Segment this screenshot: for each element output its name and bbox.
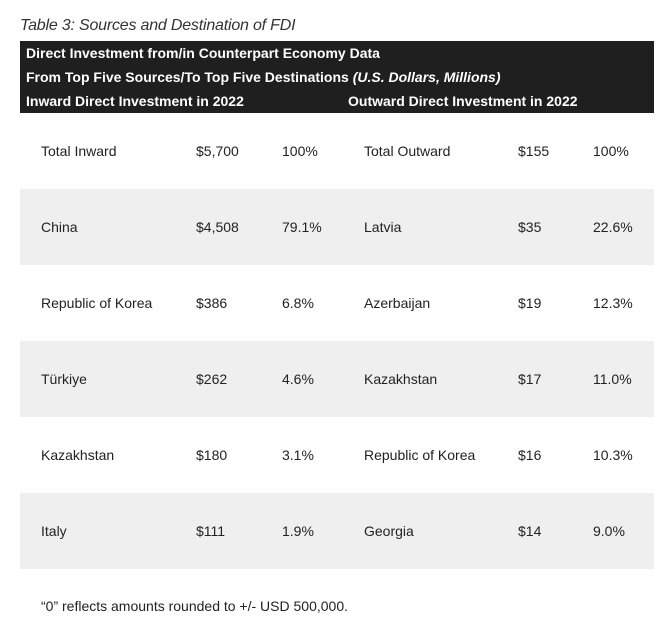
outward-value: $19 [518,295,542,311]
table-row [20,493,654,569]
inward-share: 6.8% [282,295,314,311]
outward-economy: Georgia [364,523,414,539]
table-row [20,341,654,417]
inward-economy: Republic of Korea [41,295,153,311]
outward-share: 11.0% [593,371,632,387]
inward-value: $5,700 [196,143,239,159]
outward-economy: Total Outward [364,143,451,159]
outward-value: $16 [518,447,542,463]
outward-column-title: Outward Direct Investment in 2022 [348,93,578,109]
header-title: Direct Investment from/in Counterpart Economy Data [26,45,380,61]
outward-value: $14 [518,523,542,539]
inward-share: 79.1% [282,219,322,235]
inward-value: $180 [196,447,228,463]
footnote: “0” reflects amounts rounded to +/- USD 500,000. [41,598,348,614]
header-units: (U.S. Dollars, Millions) [352,69,501,85]
outward-value: $17 [518,371,542,387]
inward-value: $386 [196,295,228,311]
outward-economy: Azerbaijan [364,295,431,311]
inward-share: 1.9% [282,523,314,539]
table-header [20,41,654,113]
inward-share: 100% [282,143,318,159]
outward-share: 12.3% [593,295,633,311]
table-row [20,265,654,341]
outward-economy: Republic of Korea [364,447,476,463]
inward-share: 3.1% [282,447,314,463]
table-caption: Table 3: Sources and Destination of FDI [20,17,296,34]
outward-share: 22.6% [593,219,633,235]
inward-economy: Total Inward [41,143,117,159]
inward-value: $111 [196,523,226,539]
inward-economy: Kazakhstan [41,447,115,463]
inward-value: $262 [196,371,228,387]
outward-share: 9.0% [593,523,625,539]
inward-economy: China [41,219,78,235]
inward-column-title: Inward Direct Investment in 2022 [26,93,244,109]
table-row [20,189,654,265]
outward-economy: Kazakhstan [364,371,438,387]
inward-economy: Italy [41,523,67,539]
outward-value: $35 [518,219,542,235]
outward-economy: Latvia [364,219,402,235]
outward-share: 100% [593,143,629,159]
table-row [20,113,654,189]
table-row [20,417,654,493]
inward-economy: Türkiye [41,371,87,387]
inward-share: 4.6% [282,371,314,387]
header-subtitle-main: From Top Five Sources/To Top Five Destinations [26,69,353,85]
outward-share: 10.3% [593,447,633,463]
header-subtitle [26,69,501,85]
table-body [20,113,654,569]
inward-value: $4,508 [196,219,239,235]
outward-value: $155 [518,143,550,159]
